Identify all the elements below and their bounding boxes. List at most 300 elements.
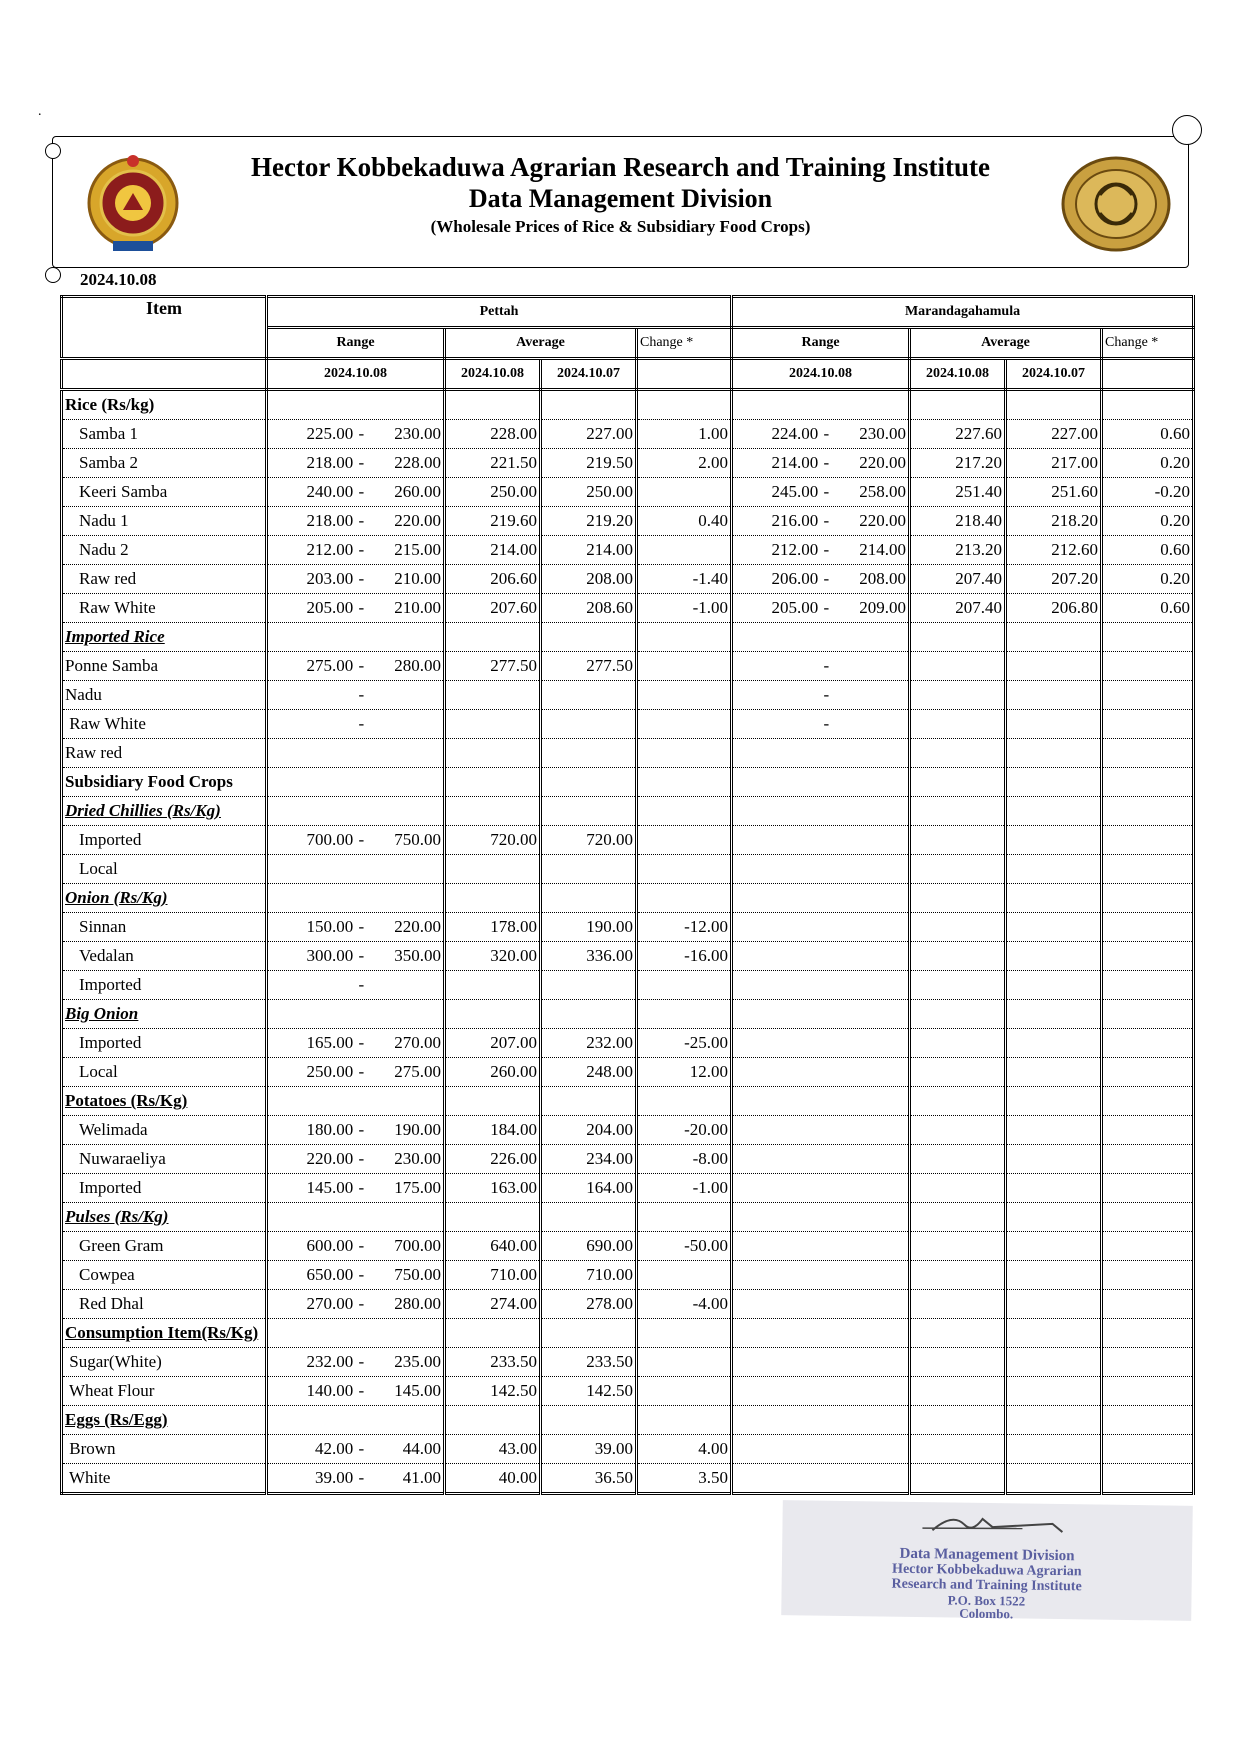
range-separator: - [358, 975, 365, 994]
change-value [637, 1261, 732, 1290]
range-high: 230.00 [394, 424, 441, 443]
average-current: 213.20 [910, 536, 1006, 565]
average-previous [1006, 739, 1102, 768]
range-high: 41.00 [402, 1468, 441, 1487]
average-previous: 208.00 [541, 565, 637, 594]
average-previous: 219.50 [541, 449, 637, 478]
average-current: 163.00 [445, 1174, 541, 1203]
item-label: Red Dhal [62, 1290, 267, 1319]
change-value [1102, 1435, 1194, 1464]
range-separator: - [358, 1352, 365, 1371]
average-current [910, 1261, 1006, 1290]
average-current: 320.00 [445, 942, 541, 971]
empty-cell [541, 1087, 637, 1116]
range-low: 650.00 [306, 1265, 354, 1284]
table-row [62, 942, 1194, 971]
change-value: -8.00 [637, 1145, 732, 1174]
table-row [62, 594, 1194, 623]
range-header: Range [267, 328, 445, 359]
average-previous: 232.00 [541, 1029, 637, 1058]
range-separator: - [823, 714, 830, 733]
item-label: Sinnan [62, 913, 267, 942]
empty-cell [637, 1203, 732, 1232]
empty-cell [541, 1203, 637, 1232]
range-low [296, 975, 353, 995]
item-label: Vedalan [62, 942, 267, 971]
average-current [910, 913, 1006, 942]
average-previous: 720.00 [541, 826, 637, 855]
table-row [62, 855, 1194, 884]
change-value: 3.50 [637, 1464, 732, 1494]
range-separator: - [358, 1236, 365, 1255]
empty-cell [637, 797, 732, 826]
average-current: 43.00 [445, 1435, 541, 1464]
empty-cell [1006, 390, 1102, 420]
range-separator: - [358, 569, 365, 588]
average-previous: 212.60 [1006, 536, 1102, 565]
range-low: 212.00 [771, 540, 819, 559]
range-cell [267, 1145, 445, 1174]
item-label: Samba 2 [62, 449, 267, 478]
range-cell [267, 1261, 445, 1290]
signature-mark [902, 1506, 1082, 1541]
section-cell [62, 1203, 267, 1232]
range-separator: - [823, 656, 830, 675]
item-label: Imported [62, 1174, 267, 1203]
change-value [637, 536, 732, 565]
item-label: Welimada [62, 1116, 267, 1145]
range-separator: - [358, 917, 365, 936]
average-current: 710.00 [445, 1261, 541, 1290]
section-label: Dried Chillies (Rs/Kg) [65, 801, 221, 820]
range-low: 224.00 [771, 424, 819, 443]
range-low: 205.00 [306, 598, 354, 617]
table-row [62, 971, 1194, 1000]
stamp-line: Data Management Division [899, 1545, 1075, 1565]
change-value [1102, 1029, 1194, 1058]
range-low: 218.00 [306, 511, 354, 530]
report-date: 2024.10.08 [80, 270, 157, 289]
range-separator: - [358, 1149, 365, 1168]
section-label: Big Onion [65, 1004, 139, 1023]
average-previous [1006, 1058, 1102, 1087]
range-cell [732, 1348, 910, 1377]
range-cell [732, 971, 910, 1000]
range-separator: - [358, 946, 365, 965]
average-current: 260.00 [445, 1058, 541, 1087]
change-value: -1.40 [637, 565, 732, 594]
range-cell [267, 507, 445, 536]
range-cell [267, 710, 445, 739]
price-table [60, 295, 1195, 1495]
empty-cell [445, 768, 541, 797]
change-value [1102, 855, 1194, 884]
empty-cell [637, 768, 732, 797]
item-label: Nadu [62, 681, 267, 710]
range-high: 275.00 [394, 1062, 441, 1081]
item-label: Nuwaraeliya [62, 1145, 267, 1174]
item-label: Cowpea [62, 1261, 267, 1290]
range-cell [267, 1435, 445, 1464]
empty-cell [732, 1406, 910, 1435]
empty-cell [637, 884, 732, 913]
range-cell [267, 1377, 445, 1406]
range-high: 210.00 [394, 598, 441, 617]
range-cell [267, 1116, 445, 1145]
range-cell [732, 710, 910, 739]
average-current [910, 1377, 1006, 1406]
average-previous [541, 739, 637, 768]
change-value: -25.00 [637, 1029, 732, 1058]
change-value [637, 710, 732, 739]
average-previous: 142.50 [541, 1377, 637, 1406]
range-low [761, 714, 818, 734]
range-separator: - [823, 453, 830, 472]
section-label: Subsidiary Food Crops [65, 772, 233, 791]
range-high: 700.00 [394, 1236, 441, 1255]
range-separator: - [358, 1178, 365, 1197]
range-low: 300.00 [306, 946, 354, 965]
average-current: 207.00 [445, 1029, 541, 1058]
range-high: 215.00 [394, 540, 441, 559]
range-header: Range [732, 328, 910, 359]
average-previous [1006, 1348, 1102, 1377]
range-cell [267, 652, 445, 681]
range-high: 214.00 [859, 540, 907, 559]
division-title: Data Management Division [468, 184, 773, 213]
average-current: 228.00 [445, 420, 541, 449]
change-value [1102, 913, 1194, 942]
range-cell [267, 855, 445, 884]
range-low: 212.00 [306, 540, 354, 559]
range-separator: - [358, 424, 365, 443]
average-previous [1006, 710, 1102, 739]
change-value: 0.60 [1102, 594, 1194, 623]
range-cell [732, 1174, 910, 1203]
empty-cell [1102, 1000, 1194, 1029]
item-label: Green Gram [62, 1232, 267, 1261]
empty-cell [910, 390, 1006, 420]
average-previous: 234.00 [541, 1145, 637, 1174]
average-current [910, 826, 1006, 855]
range-cell [267, 826, 445, 855]
average-current [445, 739, 541, 768]
section-label: Onion (Rs/Kg) [65, 888, 168, 907]
average-previous: 39.00 [541, 1435, 637, 1464]
average-previous: 278.00 [541, 1290, 637, 1319]
item-label: Imported [62, 826, 267, 855]
table-row [62, 1174, 1194, 1203]
average-previous [1006, 1464, 1102, 1494]
item-label: Nadu 1 [62, 507, 267, 536]
item-label: Brown [62, 1435, 267, 1464]
range-separator: - [358, 511, 365, 530]
range-low [761, 685, 818, 705]
range-cell [732, 565, 910, 594]
average-current [910, 942, 1006, 971]
item-label: Raw red [62, 739, 267, 768]
range-separator: - [358, 1381, 365, 1400]
item-label: Local [62, 1058, 267, 1087]
average-previous: 248.00 [541, 1058, 637, 1087]
average-previous [541, 681, 637, 710]
table-row [62, 1377, 1194, 1406]
change-value [1102, 1145, 1194, 1174]
change-value: 0.40 [637, 507, 732, 536]
empty-cell [445, 884, 541, 913]
section-label: Pulses (Rs/Kg) [65, 1207, 169, 1226]
scroll-curl-bottom [45, 267, 61, 283]
empty-cell [732, 1319, 910, 1348]
average-previous [541, 710, 637, 739]
average-previous: 690.00 [541, 1232, 637, 1261]
change-value [1102, 1464, 1194, 1494]
empty-cell [732, 1203, 910, 1232]
empty-cell [1006, 1203, 1102, 1232]
date-header: 2024.10.08 [267, 359, 445, 390]
change-value: 1.00 [637, 420, 732, 449]
average-current [445, 710, 541, 739]
range-low: 220.00 [306, 1149, 354, 1168]
empty-cell [637, 390, 732, 420]
average-current [910, 1232, 1006, 1261]
table-row [62, 565, 1194, 594]
empty-cell [541, 768, 637, 797]
range-high [369, 685, 441, 705]
empty-cell [1102, 623, 1194, 652]
average-previous: 208.60 [541, 594, 637, 623]
table-row [62, 1145, 1194, 1174]
range-cell [267, 681, 445, 710]
range-separator: - [823, 569, 830, 588]
header-banner [52, 136, 1189, 268]
range-low: 700.00 [306, 830, 354, 849]
change-value: 12.00 [637, 1058, 732, 1087]
range-cell [732, 449, 910, 478]
range-cell [732, 855, 910, 884]
range-low: 39.00 [315, 1468, 354, 1487]
average-previous [1006, 1377, 1102, 1406]
range-low: 225.00 [306, 424, 354, 443]
table-row [62, 507, 1194, 536]
item-label: Raw White [62, 594, 267, 623]
empty-cell [541, 797, 637, 826]
change-value [1102, 652, 1194, 681]
average-current: 40.00 [445, 1464, 541, 1494]
range-cell [267, 913, 445, 942]
change-value: 0.60 [1102, 536, 1194, 565]
table-row [62, 913, 1194, 942]
table-row [62, 739, 1194, 768]
report-subtitle: (Wholesale Prices of Rice & Subsidiary Food Crops) [430, 217, 811, 236]
range-separator: - [823, 424, 830, 443]
average-previous [1006, 1116, 1102, 1145]
section-label: Potatoes (Rs/Kg) [65, 1091, 188, 1110]
range-cell [732, 1058, 910, 1087]
empty-cell [637, 1319, 732, 1348]
average-previous [1006, 913, 1102, 942]
empty-cell [541, 1319, 637, 1348]
range-cell [732, 826, 910, 855]
section-cell [62, 1087, 267, 1116]
change-value [1102, 826, 1194, 855]
range-low: 240.00 [306, 482, 354, 501]
average-current [910, 1464, 1006, 1494]
average-previous [1006, 1145, 1102, 1174]
range-high: 750.00 [394, 830, 441, 849]
average-header: Average [910, 328, 1102, 359]
range-cell [732, 594, 910, 623]
range-high: 350.00 [394, 946, 441, 965]
empty-cell [445, 1087, 541, 1116]
range-high: 270.00 [394, 1033, 441, 1052]
table-row [62, 652, 1194, 681]
empty-cell [267, 1406, 445, 1435]
empty-cell [1006, 1406, 1102, 1435]
range-high [369, 975, 441, 995]
table-row [62, 797, 1194, 826]
range-high [834, 714, 906, 734]
average-current: 221.50 [445, 449, 541, 478]
average-previous [541, 855, 637, 884]
range-cell [732, 1232, 910, 1261]
change-value [1102, 1290, 1194, 1319]
empty-cell [541, 1000, 637, 1029]
range-separator: - [823, 598, 830, 617]
blank-header-cell [637, 359, 732, 390]
empty-cell [1102, 884, 1194, 913]
empty-cell [1102, 797, 1194, 826]
average-previous [1006, 942, 1102, 971]
range-low: 42.00 [315, 1439, 354, 1458]
empty-cell [1006, 797, 1102, 826]
table-row [62, 420, 1194, 449]
table-row [62, 623, 1194, 652]
range-cell [732, 739, 910, 768]
table-row [62, 1232, 1194, 1261]
section-cell [62, 623, 267, 652]
item-label: Raw White [62, 710, 267, 739]
empty-cell [732, 797, 910, 826]
empty-cell [637, 623, 732, 652]
change-value [637, 826, 732, 855]
empty-cell [267, 1000, 445, 1029]
empty-cell [541, 390, 637, 420]
empty-cell [267, 1087, 445, 1116]
range-cell [732, 681, 910, 710]
empty-cell [267, 768, 445, 797]
range-high: 208.00 [859, 569, 907, 588]
average-current: 277.50 [445, 652, 541, 681]
range-high [834, 656, 906, 676]
range-cell [732, 1261, 910, 1290]
item-label: Wheat Flour [62, 1377, 267, 1406]
average-current: 184.00 [445, 1116, 541, 1145]
table-row [62, 884, 1194, 913]
range-high: 190.00 [394, 1120, 441, 1139]
date-header: 2024.10.08 [445, 359, 541, 390]
empty-cell [732, 768, 910, 797]
range-high: 210.00 [394, 569, 441, 588]
average-current [910, 739, 1006, 768]
empty-cell [541, 1406, 637, 1435]
empty-cell [267, 623, 445, 652]
table-row [62, 1290, 1194, 1319]
section-cell [62, 1319, 267, 1348]
change-value [1102, 1116, 1194, 1145]
average-current: 207.40 [910, 565, 1006, 594]
range-separator: - [358, 598, 365, 617]
range-high: 230.00 [394, 1149, 441, 1168]
range-high: 220.00 [394, 917, 441, 936]
change-value [1102, 1174, 1194, 1203]
average-previous [1006, 681, 1102, 710]
range-high: 258.00 [859, 482, 907, 501]
range-cell [267, 1029, 445, 1058]
average-current [910, 855, 1006, 884]
institute-seal-icon [1060, 155, 1172, 253]
table-row [62, 1000, 1194, 1029]
table-row [62, 826, 1194, 855]
change-value: 0.20 [1102, 565, 1194, 594]
empty-cell [541, 623, 637, 652]
average-current: 218.40 [910, 507, 1006, 536]
change-value [1102, 1058, 1194, 1087]
section-label: Rice (Rs/kg) [65, 395, 155, 414]
empty-cell [637, 1406, 732, 1435]
range-separator: - [358, 1468, 365, 1487]
range-cell [267, 942, 445, 971]
item-label: Raw red [62, 565, 267, 594]
date-header: 2024.10.07 [1006, 359, 1102, 390]
average-current: 178.00 [445, 913, 541, 942]
average-previous: 336.00 [541, 942, 637, 971]
empty-cell [637, 1087, 732, 1116]
range-high [834, 685, 906, 705]
average-previous [1006, 1029, 1102, 1058]
range-cell [732, 1464, 910, 1494]
range-separator: - [358, 1062, 365, 1081]
range-cell [732, 1116, 910, 1145]
range-low: 205.00 [771, 598, 819, 617]
empty-cell [732, 1000, 910, 1029]
change-header: Change * [1102, 328, 1194, 359]
range-cell [732, 420, 910, 449]
range-low: 206.00 [771, 569, 819, 588]
average-previous: 277.50 [541, 652, 637, 681]
change-value [637, 681, 732, 710]
average-current: 233.50 [445, 1348, 541, 1377]
empty-cell [732, 884, 910, 913]
average-previous: 219.20 [541, 507, 637, 536]
section-cell [62, 884, 267, 913]
average-previous: 164.00 [541, 1174, 637, 1203]
empty-cell [732, 1087, 910, 1116]
range-separator: - [823, 540, 830, 559]
empty-cell [267, 884, 445, 913]
range-separator: - [358, 453, 365, 472]
table-row [62, 1087, 1194, 1116]
average-current: 251.40 [910, 478, 1006, 507]
range-high: 209.00 [859, 598, 907, 617]
average-current [910, 652, 1006, 681]
range-cell [267, 1290, 445, 1319]
table-row [62, 1116, 1194, 1145]
range-separator: - [358, 714, 365, 733]
range-high: 228.00 [394, 453, 441, 472]
range-cell [732, 1029, 910, 1058]
range-low: 165.00 [306, 1033, 354, 1052]
